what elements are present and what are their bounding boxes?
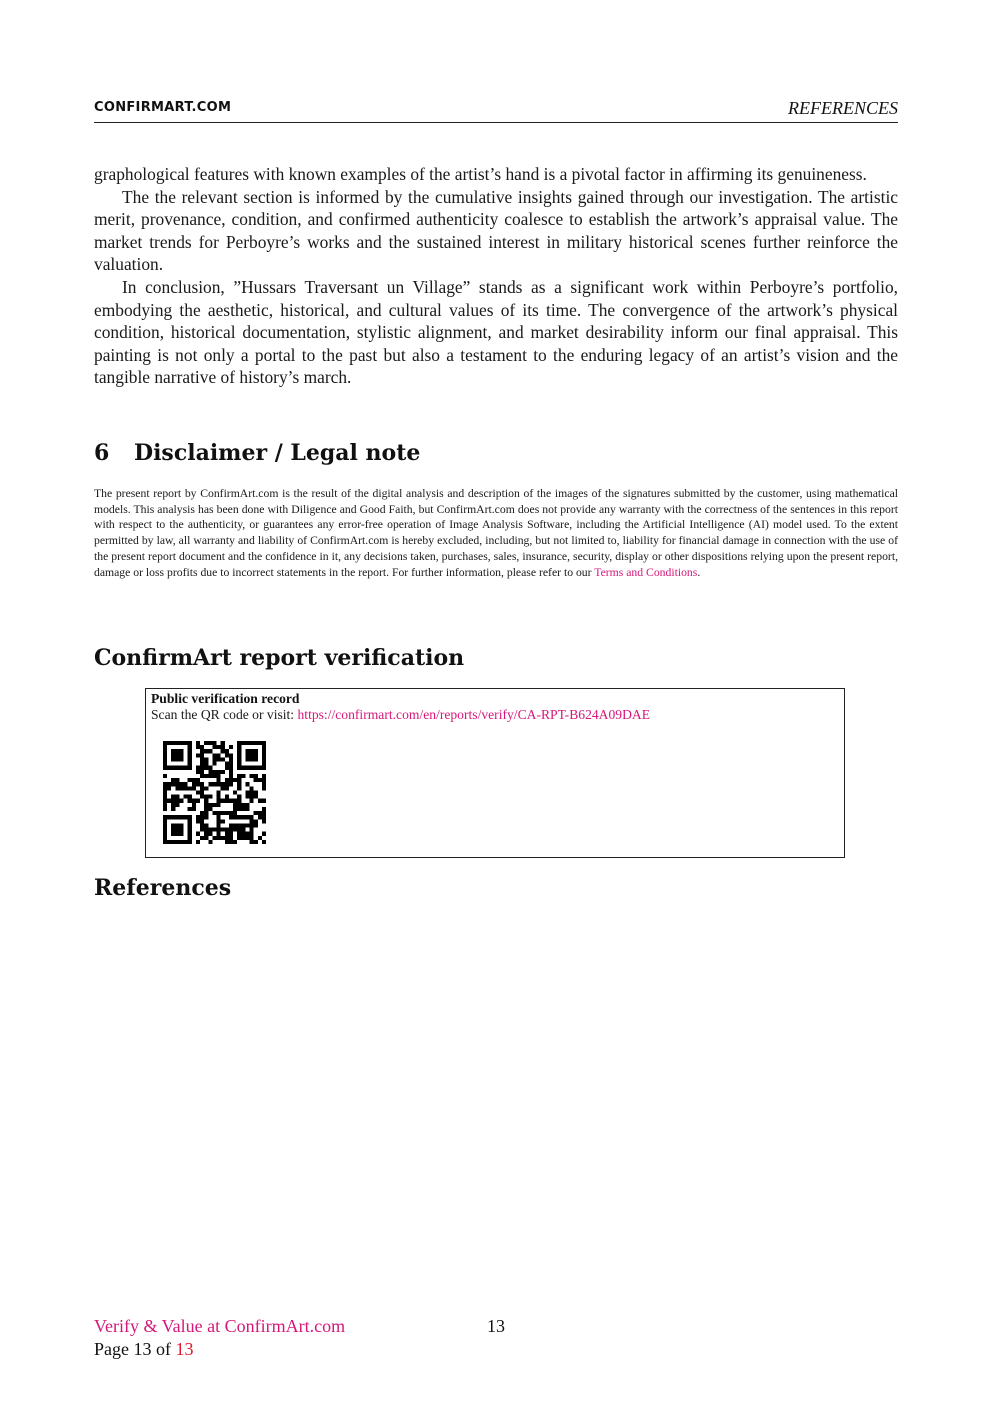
paragraph-2: The the relevant section is informed by the cumulative insights gained through our investigation. The artistic merit, provenance, condition, and confirmed authenticity coalesce to establish the artwork’s appraisal value. The market trends for Perboyre’s works and the sustained interest in military historical scenes further reinforce the valuation.: [94, 186, 898, 275]
verification-box-title: Public verification record: [151, 691, 300, 706]
verification-url-link[interactable]: https://confirmart.com/en/reports/verify/CA-RPT-B624A09DAE: [297, 707, 651, 722]
body-text: [94, 163, 898, 389]
qr-code-icon[interactable]: [163, 741, 266, 844]
disclaimer-text: [94, 486, 898, 580]
section-title: Disclaimer / Legal note: [134, 440, 421, 466]
terms-link[interactable]: Terms and Conditions: [594, 565, 698, 579]
verification-heading: ConfirmArt report verification: [94, 645, 465, 671]
verification-box: [145, 688, 845, 858]
paragraph-1: graphological features with known examples of the artist’s hand is a pivotal factor in affirming its genuineness.: [94, 164, 867, 184]
verification-scan-line: [151, 707, 650, 723]
disclaimer-end: .: [697, 565, 701, 579]
site-logo: CONFIRMART.COM: [94, 100, 232, 115]
section-heading-disclaimer: [94, 440, 420, 466]
footer-link[interactable]: Verify & Value at ConfirmArt.com: [94, 1316, 346, 1336]
footer-page-number: 13: [487, 1316, 505, 1336]
paragraph-3: In conclusion, ”Hussars Traversant un Village” stands as a significant work within Perboyre’s portfolio, embodying the aesthetic, historical, and cultural values of its time. The convergence of the artwork’s physical condition, historical documentation, stylistic alignment, and market desirability inform our final appraisal. This painting is not only a portal to the past but also a testament to the enduring legacy of an artist’s vision and the tangible narrative of history’s march.: [94, 276, 898, 388]
footer-page-count: [94, 1339, 193, 1360]
header-rule: [94, 122, 898, 123]
section-number: 6: [94, 440, 110, 466]
scan-text: Scan the QR code or visit:: [151, 707, 295, 722]
running-head: REFERENCES: [788, 98, 898, 118]
references-heading: References: [94, 875, 232, 901]
page-label: Page 13 of: [94, 1339, 171, 1359]
disclaimer-body: The present report by ConfirmArt.com is the result of the digital analysis and description of the images of the signatures submitted by the customer, using mathematical models. This analysis has been done with Diligence and Good Faith, but ConfirmArt.com does not provide any warranty with the correctness of the sentences in this report with respect to the authenticity, or guarantees any error-free operation of Image Analysis Software, including the Artificial Intelligence (AI) model used. To the extent permitted by law, all warranty and liability of ConfirmArt.com is hereby excluded, including, but not limited to, liability for financial damage in connection with the use of the present report document and the confidence in it, any decisions taken, purchases, sales, insurance, security, display or other dispositions relying upon the present report, damage or loss profits due to incorrect statements in the report. For further information, please refer to our: [94, 487, 898, 579]
page-total: 13: [175, 1339, 194, 1359]
